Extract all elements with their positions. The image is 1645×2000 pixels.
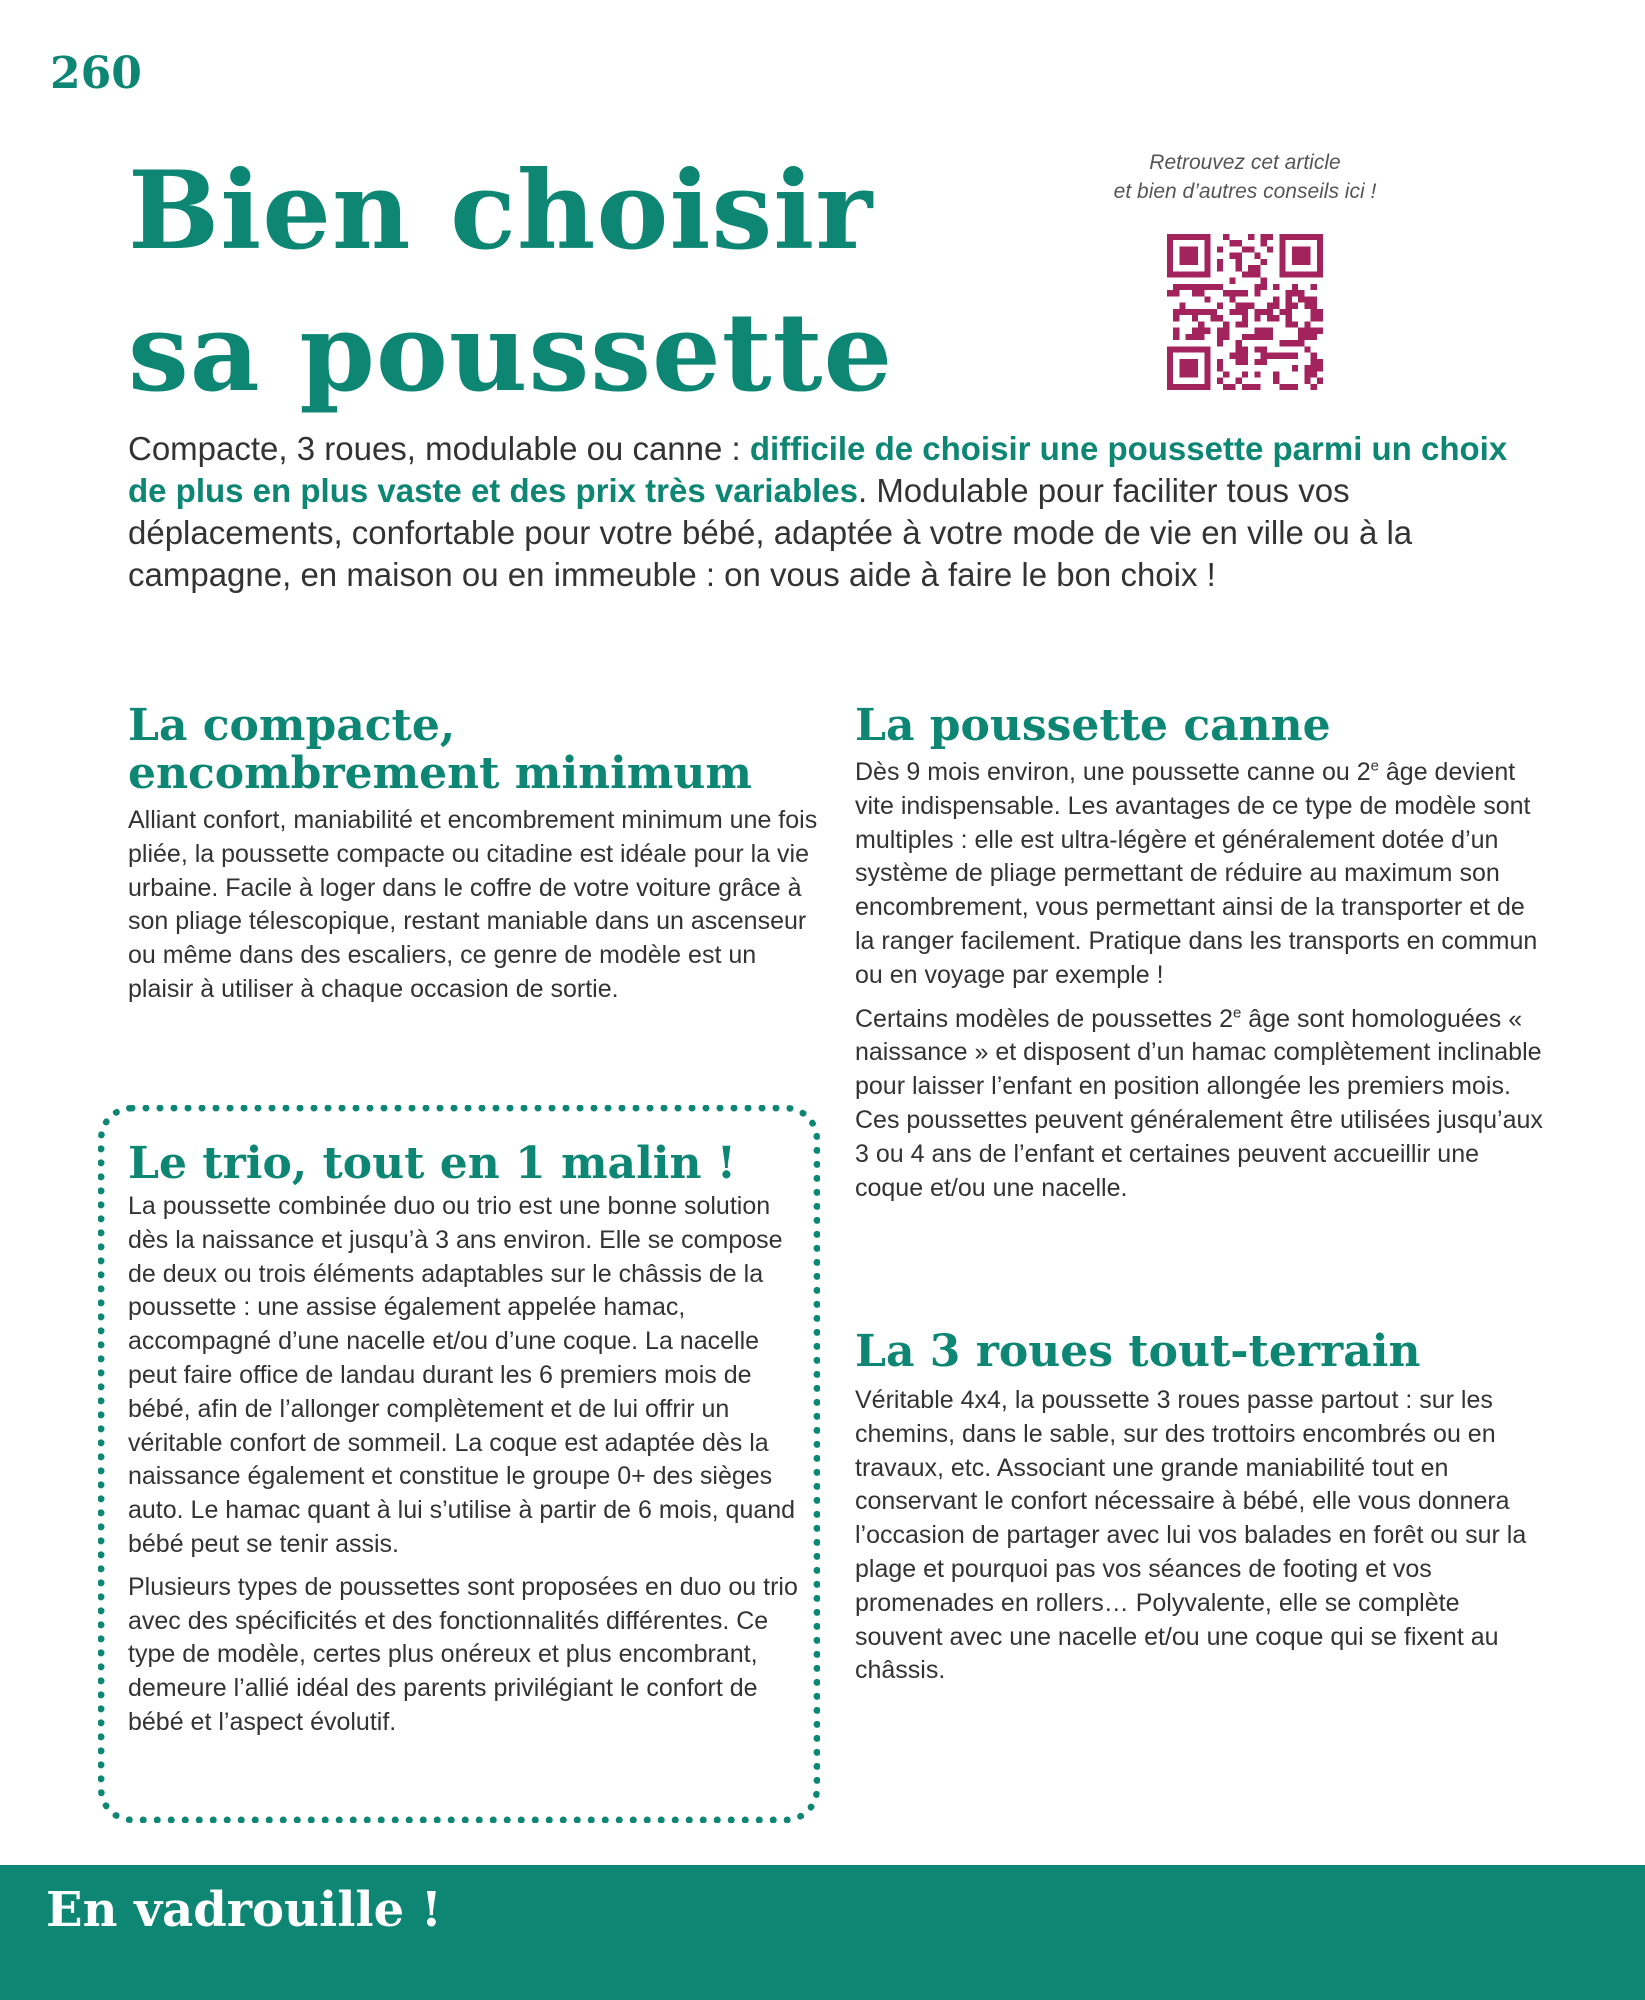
section-trois-roues-title: La 3 roues tout-terrain <box>855 1326 1421 1377</box>
qr-block <box>1080 148 1410 390</box>
canne-ordinal-2: e <box>1233 1004 1242 1022</box>
section-canne-text-2 <box>855 1003 1545 1206</box>
intro-part-2: . Modulable pour faciliter tous vos déplacements, confortable pour votre bébé, adaptée à votre mode de vie en ville ou à la campagne, en maison ou en immeuble : on vous aide à faire le bon choix ! <box>128 472 1413 593</box>
section-compacte <box>128 702 818 1007</box>
section-compacte-title <box>128 702 818 798</box>
section-canne-text-1 <box>855 756 1545 993</box>
page-title-line-1: Bien choisir <box>128 148 874 274</box>
section-trio-text-2: Plusieurs types de poussettes sont proposées en duo ou trio avec des spécificités et des fonctionnalités différentes. Ce type de modèle, certes plus onéreux et plus encombrant, demeure l’allié idéal des parents privilégiant le confort de bébé et l’aspect évolutif. <box>128 1572 798 1736</box>
qr-caption-line-2: et bien d’autres conseils ici ! <box>1113 180 1377 203</box>
section-trois-roues <box>855 1328 1545 1688</box>
canne-text-2a: Certains modèles de poussettes 2 <box>855 1004 1233 1033</box>
section-canne-title: La poussette canne <box>855 700 1331 751</box>
section-trois-roues-text: Véritable 4x4, la poussette 3 roues passe partout : sur les chemins, dans le sable, sur des trottoirs encombrés ou en travaux, etc. Associant une grande maniabilité tout en conservant le confort nécessaire à bébé, elle vous donnera l’occasion de partager avec lui vos balades en forêt ou sur la plage et pourquoi pas vos séances de footing et vos promenades en rollers… Polyvalente, elle se complète souvent avec une nacelle et/ou une coque qui se fixent au châssis. <box>855 1386 1527 1685</box>
canne-text-1b: âge devient vite indispensable. Les avantages de ce type de modèle sont multiples : elle est ultra-légère et généralement dotée d’un système de pliage permettant de réduire au maximum son encombrement, vous permettant ainsi de la transporter et de la ranger facilement. Pratique dans les transports en commun ou en voyage par exemple ! <box>855 758 1538 989</box>
qr-caption <box>1080 148 1410 206</box>
page-title-line-2: sa poussette <box>128 290 894 416</box>
section-trio-text-1: La poussette combinée duo ou trio est une bonne solution dès la naissance et jusqu’à 3 ans environ. Elle se compose de deux ou trois éléments adaptables sur le châssis de la poussette : une assise également appelée hamac, accompagné d’une nacelle et/ou d’une coque. La nacelle peut faire office de landau durant les 6 premiers mois de bébé, afin de l’allonger complètement et de lui offrir un véritable confort de sommeil. La coque est adaptée dès la naissance également et constitue le groupe 0+ des sièges auto. Le hamac quant à lui s’utilise à partir de 6 mois, quand bébé peut se tenir assis. <box>128 1192 796 1558</box>
section-canne <box>855 702 1545 1205</box>
section-compacte-title-line-2: encombrement minimum <box>128 748 752 799</box>
qr-code-icon[interactable] <box>1167 234 1323 390</box>
section-trio <box>128 1140 800 1740</box>
section-compacte-text: Alliant confort, maniabilité et encombrement minimum une fois pliée, la poussette compacte ou citadine est idéale pour la vie urbaine. Facile à loger dans le coffre de votre voiture grâce à son pliage télescopique, restant maniable dans un ascenseur ou même dans des escaliers, ce genre de modèle est un plaisir à utiliser à chaque occasion de sortie. <box>128 806 818 1003</box>
qr-caption-line-1: Retrouvez cet article <box>1149 151 1341 174</box>
canne-ordinal-1: e <box>1370 757 1379 775</box>
canne-text-1a: Dès 9 mois environ, une poussette canne ou 2 <box>855 758 1371 786</box>
intro-highlight: difficile de choisir une poussette parmi un choix de plus en plus vaste et des prix très variables <box>128 430 1508 509</box>
section-trio-title: Le trio, tout en 1 malin ! <box>128 1138 737 1189</box>
canne-text-2b: âge sont homologuées « naissance » et disposent d’un hamac complètement inclinable pour laisser l’enfant en position allongée les premiers mois. Ces poussettes peuvent généralement être utilisées jusqu’aux 3 ou 4 ans de l’enfant et certaines peuvent accueillir une coque et/ou une nacelle. <box>855 1004 1543 1202</box>
intro-part-1: Compacte, 3 roues, modulable ou canne : <box>128 430 750 467</box>
intro-paragraph <box>128 428 1528 596</box>
page-title <box>128 140 893 424</box>
section-compacte-title-line-1: La compacte, <box>128 700 456 751</box>
footer-title: En vadrouille ! <box>46 1882 442 1938</box>
page-number: 260 <box>50 48 142 99</box>
